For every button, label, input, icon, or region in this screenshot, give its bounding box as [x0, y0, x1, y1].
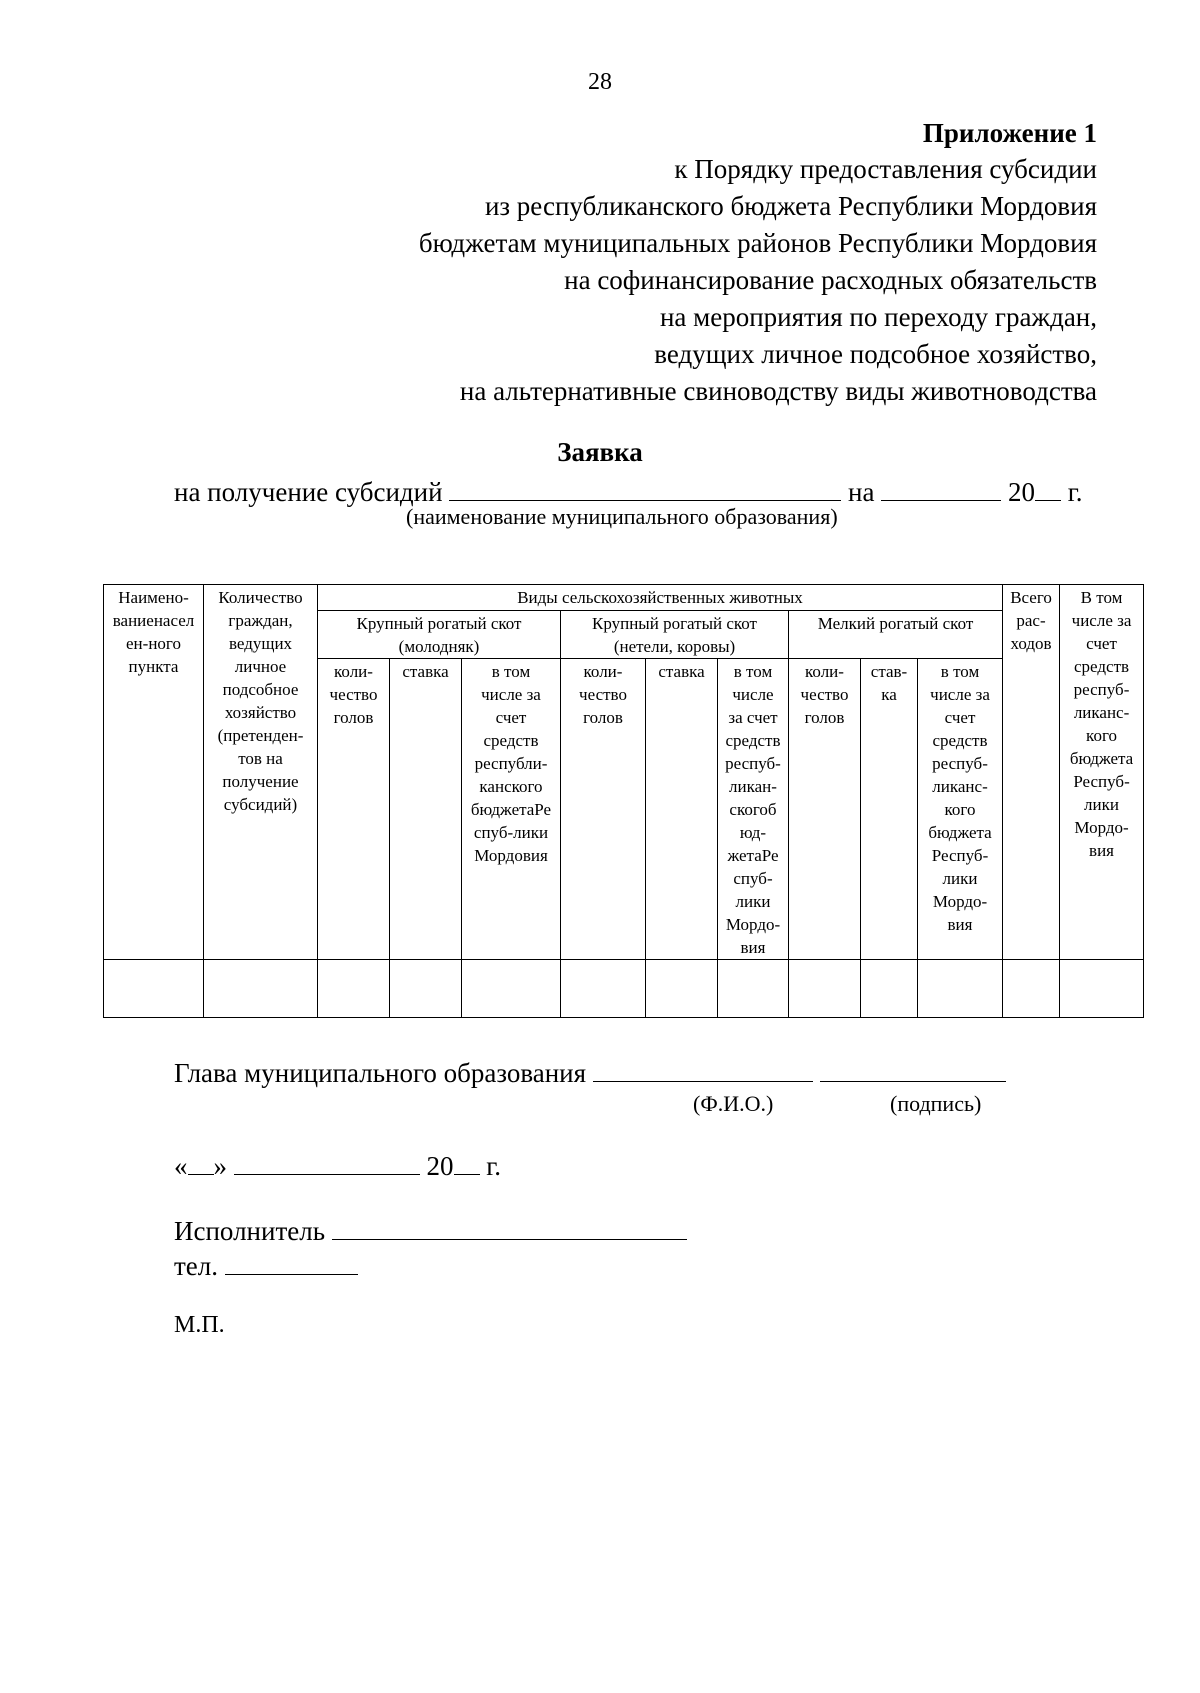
cell-rate[interactable]: [390, 960, 462, 1018]
annex-line: из республиканского бюджета Республики Мордовия: [484, 191, 1097, 221]
cell-settlement[interactable]: [104, 960, 204, 1018]
date-year-suffix: г.: [486, 1151, 502, 1181]
table-row: [104, 960, 1144, 1018]
header-animal-types: Виды сельскохозяйственных животных: [318, 585, 1003, 611]
phone-label: тел.: [174, 1251, 219, 1281]
cell-total[interactable]: [1003, 960, 1060, 1018]
date-year-field[interactable]: [454, 1148, 480, 1175]
executor-field[interactable]: [332, 1213, 687, 1240]
header-settlement: Наимено- ваниенасел ен-ного пункта: [104, 585, 204, 960]
date-field[interactable]: [881, 474, 1001, 501]
month-field[interactable]: [234, 1148, 420, 1175]
head-signature-line: [174, 1055, 1006, 1089]
request-prefix: на получение субсидий: [174, 477, 443, 507]
fio-caption: (Ф.И.О.): [693, 1091, 774, 1116]
request-line: [174, 474, 1097, 508]
header-count: коли- чество голов: [789, 659, 861, 960]
header-cattle-young: Крупный рогатый скот (молодняк): [318, 611, 561, 659]
phone-line: [174, 1248, 358, 1282]
request-on: на: [848, 477, 875, 507]
header-count: коли- чество голов: [561, 659, 646, 960]
head-label: Глава муниципального образования: [174, 1058, 587, 1088]
annex-line: на альтернативные свиноводству виды животноводства: [459, 376, 1097, 406]
annex-line: ведущих личное подсобное хозяйство,: [654, 339, 1097, 369]
date-close-quote: »: [213, 1151, 227, 1181]
signature-caption: (подпись): [890, 1091, 982, 1116]
cell-republic-share[interactable]: [718, 960, 789, 1018]
annex-line: на мероприятия по переходу граждан,: [659, 302, 1097, 332]
cell-count[interactable]: [789, 960, 861, 1018]
header-total: Всего рас- ходов: [1003, 585, 1060, 960]
executor-line: [174, 1213, 687, 1247]
header-rate: ставка: [646, 659, 718, 960]
phone-field[interactable]: [225, 1248, 358, 1275]
date-year-prefix: 20: [426, 1151, 454, 1181]
year-field[interactable]: [1035, 474, 1061, 501]
cell-republic-total[interactable]: [1060, 960, 1144, 1018]
header-rate: ставка: [390, 659, 462, 960]
fio-field[interactable]: [593, 1055, 813, 1082]
cell-count[interactable]: [561, 960, 646, 1018]
year-prefix: 20: [1007, 477, 1035, 507]
header-cattle-cows: Крупный рогатый скот (нетели, коровы): [561, 611, 789, 659]
form-title: Заявка: [557, 437, 643, 467]
header-republic-share: в том числе за счет средств респуб- ликанс- кого бюджета Респуб- лики Мордо- вия: [918, 659, 1003, 960]
stamp-place: М.П.: [174, 1312, 225, 1338]
signature-field[interactable]: [820, 1055, 1006, 1082]
header-republic-share: в том числе за счет средств республи- канского бюджетаРе спуб-лики Мордовия: [462, 659, 561, 960]
day-field[interactable]: [188, 1148, 214, 1175]
annex-line: бюджетам муниципальных районов Республики Мордовия: [418, 228, 1097, 258]
header-count: коли- чество голов: [318, 659, 390, 960]
cell-rate[interactable]: [646, 960, 718, 1018]
application-table: [103, 584, 1144, 1018]
year-suffix: г.: [1067, 477, 1083, 507]
cell-count[interactable]: [318, 960, 390, 1018]
annex-line: к Порядку предоставления субсидии: [674, 154, 1097, 184]
municipality-field[interactable]: [449, 474, 841, 501]
cell-citizens[interactable]: [204, 960, 318, 1018]
annex-line: на софинансирование расходных обязательств: [564, 265, 1097, 295]
date-open-quote: «: [174, 1151, 188, 1181]
date-line: [174, 1148, 501, 1182]
header-rate: став- ка: [861, 659, 918, 960]
annex-title: Приложение 1: [922, 118, 1097, 148]
header-citizens: Количество граждан, ведущих личное подсобное хозяйство (претенден- тов на получение субсидий): [204, 585, 318, 960]
cell-rate[interactable]: [861, 960, 918, 1018]
cell-republic-share[interactable]: [462, 960, 561, 1018]
page-number: 28: [588, 69, 612, 95]
request-caption: (наименование муниципального образования): [406, 504, 838, 529]
header-small-cattle: Мелкий рогатый скот: [789, 611, 1003, 659]
executor-label: Исполнитель: [174, 1216, 326, 1246]
header-republic-share: в том числе за счет средств респуб- ликан- скогоб юд- жетаРе спуб- лики Мордо- вия: [718, 659, 789, 960]
cell-republic-share[interactable]: [918, 960, 1003, 1018]
header-republic-total: В том числе за счет средств респуб- ликанс- кого бюджета Респуб- лики Мордо- вия: [1060, 585, 1144, 960]
